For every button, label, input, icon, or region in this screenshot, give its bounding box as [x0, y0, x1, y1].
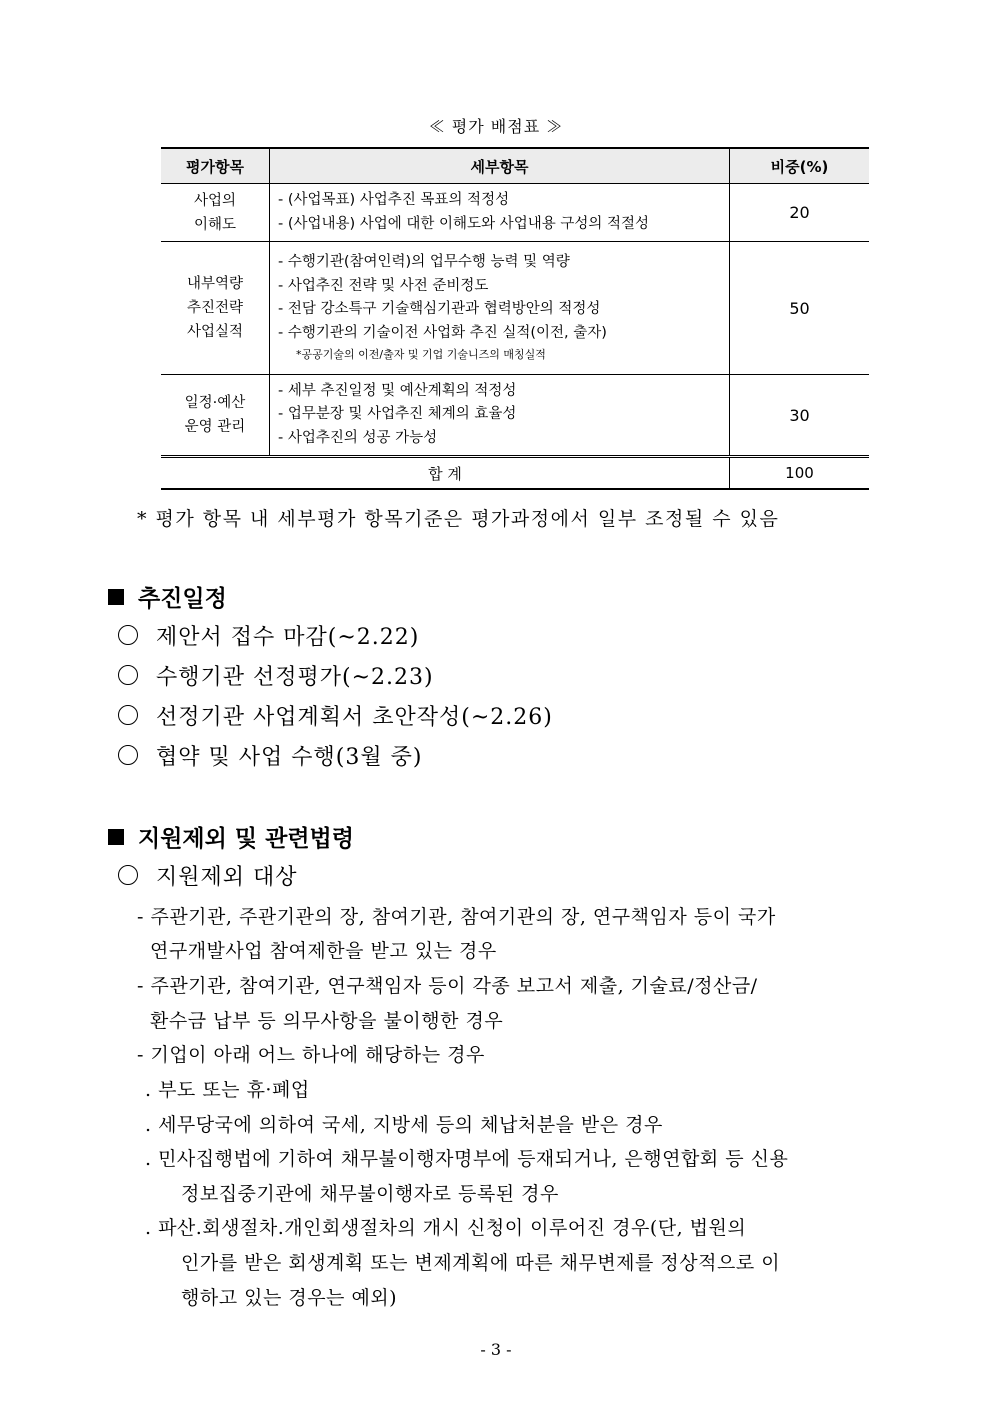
- exclusion-line: . 부도 또는 휴·폐업: [145, 1079, 310, 1101]
- category-line: 사업의: [193, 192, 237, 209]
- circle-bullet-icon: [118, 745, 138, 765]
- page-number: - 3 -: [480, 1340, 512, 1359]
- detail-item: - 전담 강소특구 기술핵심기관과 협력방안의 적정성: [278, 301, 601, 317]
- weight-cell: 30: [730, 375, 870, 457]
- detail-cell: [270, 184, 730, 242]
- category-cell: [161, 375, 270, 457]
- schedule-item-text: 선정기관 사업계획서 초안작성(~2.26): [156, 705, 553, 730]
- exclusion-line: 행하고 있는 경우는 예외): [181, 1287, 398, 1309]
- detail-item: - (사업내용) 사업에 대한 이해도와 사업내용 구성의 적절성: [278, 215, 649, 232]
- schedule-item-text: 제안서 접수 마감(~2.22): [156, 625, 420, 650]
- category-line: 운영 관리: [184, 419, 246, 435]
- exclusion-line: . 민사집행법에 기하여 채무불이행자명부에 등재되거나, 은행연합회 등 신용: [145, 1148, 789, 1170]
- exclusion-line: 연구개발사업 참여제한을 받고 있는 경우: [150, 940, 497, 962]
- detail-item: - 사업추진 전략 및 사전 준비정도: [278, 277, 489, 294]
- schedule-item-text: 수행기관 선정평가(~2.23): [156, 665, 434, 690]
- table-row: [161, 375, 869, 457]
- evaluation-score-table: [161, 147, 869, 490]
- table-footnote: * 평가 항목 내 세부평가 항목기준은 평가과정에서 일부 조정될 수 있음: [137, 508, 780, 530]
- header-weight: 비중(%): [730, 148, 870, 184]
- schedule-item-text: 협약 및 사업 수행(3월 중): [156, 745, 423, 770]
- detail-cell: [270, 375, 730, 457]
- table-caption: ≪ 평가 배점표 ≫: [428, 117, 564, 136]
- section-heading-exclusion: [108, 820, 354, 853]
- exclusion-line: - 주관기관, 참여기관, 연구책임자 등이 각종 보고서 제출, 기술료/정산금/: [137, 975, 758, 997]
- total-value: 100: [730, 457, 870, 490]
- detail-item: - 세부 추진일정 및 예산계획의 적정성: [278, 382, 517, 399]
- detail-item: - 수행기관의 기술이전 사업화 추진 실적(이전, 출자): [278, 324, 607, 341]
- exclusion-line: . 파산.회생절차.개인회생절차의 개시 신청이 이루어진 경우(단, 법원의: [145, 1217, 747, 1239]
- circle-bullet-icon: [118, 665, 138, 685]
- section-title: 지원제외 및 관련법령: [138, 825, 354, 852]
- total-row: [161, 457, 869, 490]
- schedule-item: [118, 740, 422, 771]
- table-header-row: [161, 148, 869, 184]
- detail-item: - 사업추진의 성공 가능성: [278, 429, 438, 446]
- schedule-item: [118, 620, 419, 651]
- table-row: [161, 184, 869, 242]
- section-title: 추진일정: [138, 585, 227, 612]
- detail-item: - (사업목표) 사업추진 목표의 적정성: [278, 192, 510, 208]
- category-line: 사업실적: [186, 324, 244, 340]
- category-line: 일정·예산: [184, 395, 246, 411]
- exclusion-line: - 기업이 아래 어느 하나에 해당하는 경우: [137, 1044, 485, 1066]
- exclusion-line: 인가를 받은 회생계획 또는 변제계획에 따른 채무변제를 정상적으로 이: [181, 1252, 781, 1274]
- exclusion-line: 환수금 납부 등 의무사항을 불이행한 경우: [150, 1010, 504, 1032]
- category-line: 내부역량: [186, 276, 244, 292]
- schedule-item: [118, 700, 553, 731]
- category-line: 추진전략: [186, 300, 244, 316]
- table-row: [161, 242, 869, 375]
- circle-bullet-icon: [118, 865, 138, 885]
- black-square-icon: [108, 589, 124, 605]
- category-line: 이해도: [193, 216, 237, 233]
- detail-cell: [270, 242, 730, 375]
- exclusion-subtitle-text: 지원제외 대상: [156, 865, 298, 890]
- header-category: 평가항목: [161, 148, 270, 184]
- total-label: 합 계: [161, 457, 730, 490]
- detail-item: - 업무분장 및 사업추진 체계의 효율성: [278, 406, 517, 423]
- circle-bullet-icon: [118, 625, 138, 645]
- detail-item: - 수행기관(참여인력)의 업무수행 능력 및 역량: [278, 254, 570, 270]
- header-detail: 세부항목: [270, 148, 730, 184]
- weight-cell: 20: [730, 184, 870, 242]
- exclusion-line: - 주관기관, 주관기관의 장, 참여기관, 참여기관의 장, 연구책임자 등이 국가: [137, 906, 776, 928]
- detail-note: *공공기술의 이전/출자 및 기업 기술니즈의 매칭실적: [296, 348, 546, 361]
- exclusion-line: . 세무당국에 의하여 국세, 지방세 등의 체납처분을 받은 경우: [145, 1114, 663, 1136]
- category-cell: [161, 242, 270, 375]
- black-square-icon: [108, 829, 124, 845]
- circle-bullet-icon: [118, 705, 138, 725]
- section-heading-schedule: [108, 580, 227, 613]
- exclusion-subtitle: [118, 860, 298, 891]
- category-cell: [161, 184, 270, 242]
- schedule-item: [118, 660, 434, 691]
- weight-cell: 50: [730, 242, 870, 375]
- exclusion-line: 정보집중기관에 채무불이행자로 등록된 경우: [181, 1183, 559, 1205]
